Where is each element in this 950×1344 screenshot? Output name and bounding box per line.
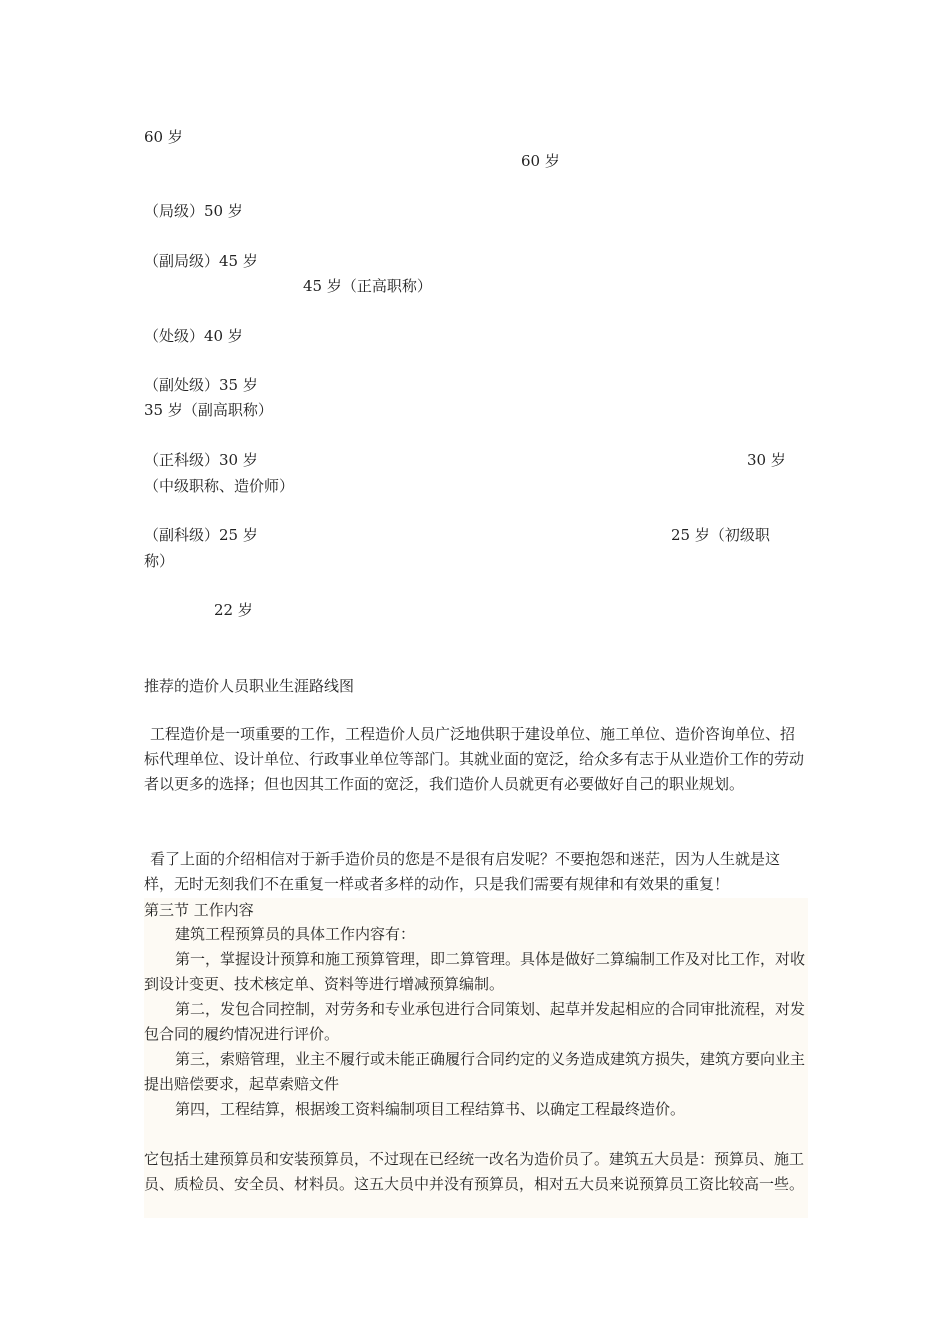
work-item-3: 第三，索赔管理，业主不履行或未能正确履行合同约定的义务造成建筑方损失，建筑方要向业主提出赔偿要求，起草索赔文件	[144, 1050, 806, 1093]
advice-paragraph: 看了上面的介绍相信对于新手造价员的您是不是很有启发呢？不要抱怨和迷茫，因为人生就是这样，无时无刻我们不在重复一样或者多样的动作，只是我们需要有规律和有效果的重复！	[144, 850, 781, 893]
work-item-4: 第四，工程结算，根据竣工资料编制项目工程结算书、以确定工程最终造价。	[175, 1100, 686, 1118]
section-heading: 第三节 工作内容	[144, 901, 254, 919]
closing-paragraph: 它包括土建预算员和安装预算员，不过现在已经统一改名为造价员了。建筑五大员是：预算员、施工员、质检员、安全员、材料员。这五大员中并没有预算员，相对五大员来说预算员工资比较高一些。	[144, 1150, 805, 1193]
ladder-left-10: 22 岁	[214, 601, 253, 619]
ladder-left-2: （副局级）45 岁	[144, 252, 258, 270]
ladder-left-7: （中级职称、造价师）	[144, 477, 295, 495]
ladder-left-1: （局级）50 岁	[144, 202, 243, 220]
ladder-right-1: 45 岁（正高职称）	[303, 277, 432, 295]
work-item-1: 第一，掌握设计预算和施工预算管理，即二算管理。具体是做好二算编制工作及对比工作，对收到设计变更、技术核定单、资料等进行增减预算编制。	[144, 950, 806, 993]
ladder-left-3: （处级）40 岁	[144, 327, 243, 345]
ladder-right-0: 60 岁	[521, 152, 560, 170]
ladder-left-9: 称）	[144, 552, 175, 570]
section-lead: 建筑工程预算员的具体工作内容有：	[175, 925, 416, 943]
work-item-2: 第二，发包合同控制，对劳务和专业承包进行合同策划、起草并发起相应的合同审批流程，对发包合同的履约情况进行评价。	[144, 1000, 806, 1043]
ladder-right-2: 30 岁	[747, 451, 786, 469]
ladder-left-6: （正科级）30 岁	[144, 451, 258, 469]
ladder-left-8: （副科级）25 岁	[144, 526, 258, 544]
ladder-left-0: 60 岁	[144, 128, 183, 146]
figure-caption: 推荐的造价人员职业生涯路线图	[144, 677, 355, 695]
ladder-right-3: 25 岁（初级职	[671, 526, 770, 544]
ladder-left-5: 35 岁（副高职称）	[144, 401, 273, 419]
intro-paragraph: 工程造价是一项重要的工作，工程造价人员广泛地供职于建设单位、施工单位、造价咨询单位、招标代理单位、设计单位、行政事业单位等部门。其就业面的宽泛，给众多有志于从业造价工作的劳动者以更多的选择；但也因其工作面的宽泛，我们造价人员就更有必要做好自己的职业规划。	[144, 725, 805, 793]
ladder-left-4: （副处级）35 岁	[144, 376, 258, 394]
